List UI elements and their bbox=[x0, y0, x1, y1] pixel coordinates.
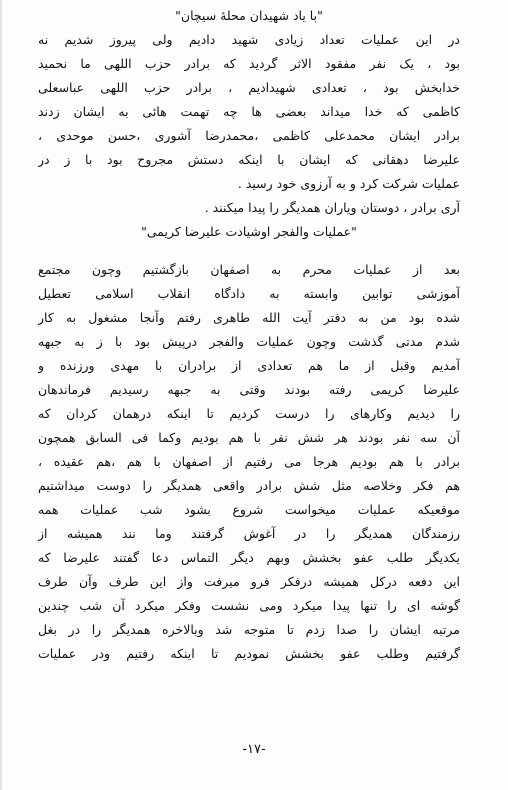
section-heading: "عملیات والفجر اوشیادت علیرضا کریمی" bbox=[141, 224, 357, 239]
page-number: -۱۷- bbox=[242, 742, 266, 757]
text-line: رزمندگان همدیگر را در آغوش گرفتند وما نند همیشه از bbox=[38, 526, 460, 541]
text-line: خدابخش بود ، تعدادی شهیدادیم ، برادر حزب اللهی عباسعلی bbox=[38, 80, 460, 95]
paragraph-1 bbox=[38, 28, 460, 196]
text-line: یکدیگر طلب عفو بخشش وبهم دیگر التماس دعا گفتند علیرضا که bbox=[38, 550, 460, 565]
text-line: موقعیکه عملیات میخواست شروع بشود شب عملیات همه bbox=[38, 502, 460, 517]
text-line: گوشه ای را تنها پیدا میکرد ومی نشست وفکر میکرد آن شب چندین bbox=[38, 598, 460, 613]
text-line: برادر ایشان محمدعلی کاظمی ،محمدرضا آشوری ،حسن موحدی ، bbox=[38, 128, 460, 143]
text-line: هم فکر وخلاصه مثل شش برادر واقعی همدیگر را دوست میداشتیم bbox=[38, 478, 460, 493]
text-line: مرتبه ایشان را صدا زدم تا متوجه شد وبالاخره همدیگر را در بغل bbox=[38, 622, 460, 637]
text-line: عملیات شرکت کرد و به آرزوی خود رسید . bbox=[237, 176, 460, 191]
text-line: را دیدیم وکارهای را درست کردیم تا اینکه درهمان کردان که bbox=[38, 406, 460, 421]
text-line: آری برادر ، دوستان ویاران همدیگر را پیدا میکنند . bbox=[204, 200, 460, 215]
text-line: کاظمی که خدا میداند بعضی ها چه تهمت هائی به ایشان زدند bbox=[38, 104, 460, 119]
text-line: علیرضا دهقانی که ایشان با اینکه دستش مجروح بود با ز در bbox=[38, 152, 460, 167]
text-line: آموزشی توابین وابسته به دادگاه انقلاب اسلامی تعطیل bbox=[38, 286, 460, 301]
paragraph-2 bbox=[38, 196, 460, 220]
text-line: برادر با هم بودیم هرجا می رفتیم از اصفهان با هم ،هم عقیده ، bbox=[38, 454, 460, 469]
text-line: بعد از عملیات محرم به اصفهان بازگشتیم وچون مجتمع bbox=[38, 262, 460, 277]
paragraph-gap bbox=[38, 244, 460, 258]
text-line: در این عملیات تعداد زیادی شهید دادیم ولی پیروز شدیم نه bbox=[38, 32, 460, 47]
text-line: این دفعه درکل همیشه درفکر فرو میرفت واز این طرف وآن طرف bbox=[38, 574, 460, 589]
document-body bbox=[38, 4, 460, 666]
text-line: آن سه نفر بودند هر شش نفر با هم بودیم وکما فی السابق همچون bbox=[38, 430, 460, 445]
paragraph-3 bbox=[38, 258, 460, 666]
text-line: آمدیم وقبل از ما هم تعدادی از برادران با مهدی ورزنده و bbox=[38, 358, 460, 373]
text-line: شده بود من به دفتر آیت الله طاهری رفتم وآنجا مشغول به کار bbox=[38, 310, 460, 325]
text-line: گرفتیم وطلب عفو بخشش نمودیم تا اینکه رفتیم ودر عملیات bbox=[38, 646, 460, 661]
text-line: شدم مدتی گذشت وچون عملیات والفجر درپیش بود با ز به جبهه bbox=[38, 334, 460, 349]
text-line: بود ، یک نفر مفقود الاثر گردید که برادر حزب اللهی ما نحمید bbox=[38, 56, 460, 71]
text-line: علیرضا کریمی رفته بودند وقتی به جبهه رسیدیم فرماندهان bbox=[38, 382, 460, 397]
page-heading: "با یاد شهیدان محلهٔ سیچان" bbox=[175, 8, 323, 23]
